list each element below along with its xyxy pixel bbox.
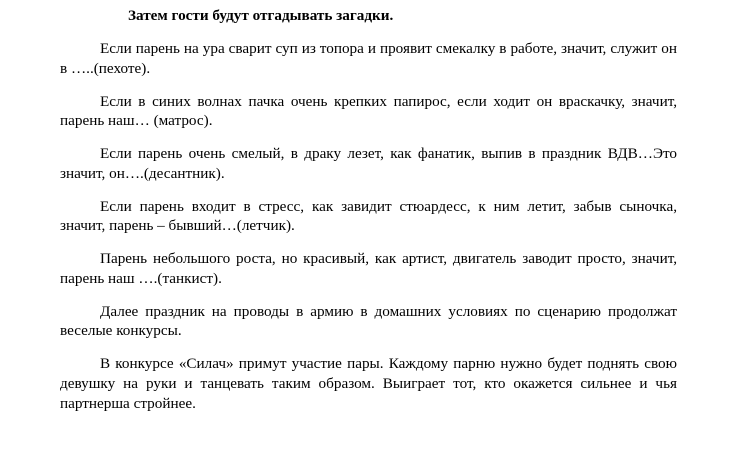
paragraph: Если парень входит в стресс, как завидит стюардесс, к ним летит, забыв сыночка, значит, парень – бывший…(летчик).	[60, 197, 677, 235]
document-body	[60, 6, 677, 413]
paragraph: Если в синих волнах пачка очень крепких папирос, если ходит он враскачку, значит, парень наш… (матрос).	[60, 92, 677, 130]
paragraph: Далее праздник на проводы в армию в домашних условиях по сценарию продолжат веселые конкурсы.	[60, 302, 677, 340]
paragraph: Если парень на ура сварит суп из топора и проявит смекалку в работе, значит, служит он в …..(пехоте).	[60, 40, 677, 77]
paragraph: Парень небольшого роста, но красивый, как артист, двигатель заводит просто, значит, парень наш ….(танкист).	[60, 250, 677, 287]
document-heading: Затем гости будут отгадывать загадки.	[128, 7, 394, 24]
paragraph: В конкурсе «Силач» примут участие пары. Каждому парню нужно будет поднять свою девушку на руки и танцевать таким образом. Выиграет тот, кто окажется сильнее и чья партнерша стройнее.	[60, 355, 677, 412]
paragraph: Если парень очень смелый, в драку лезет, как фанатик, выпив в праздник ВДВ…Это значит, он….(десантник).	[60, 145, 677, 182]
